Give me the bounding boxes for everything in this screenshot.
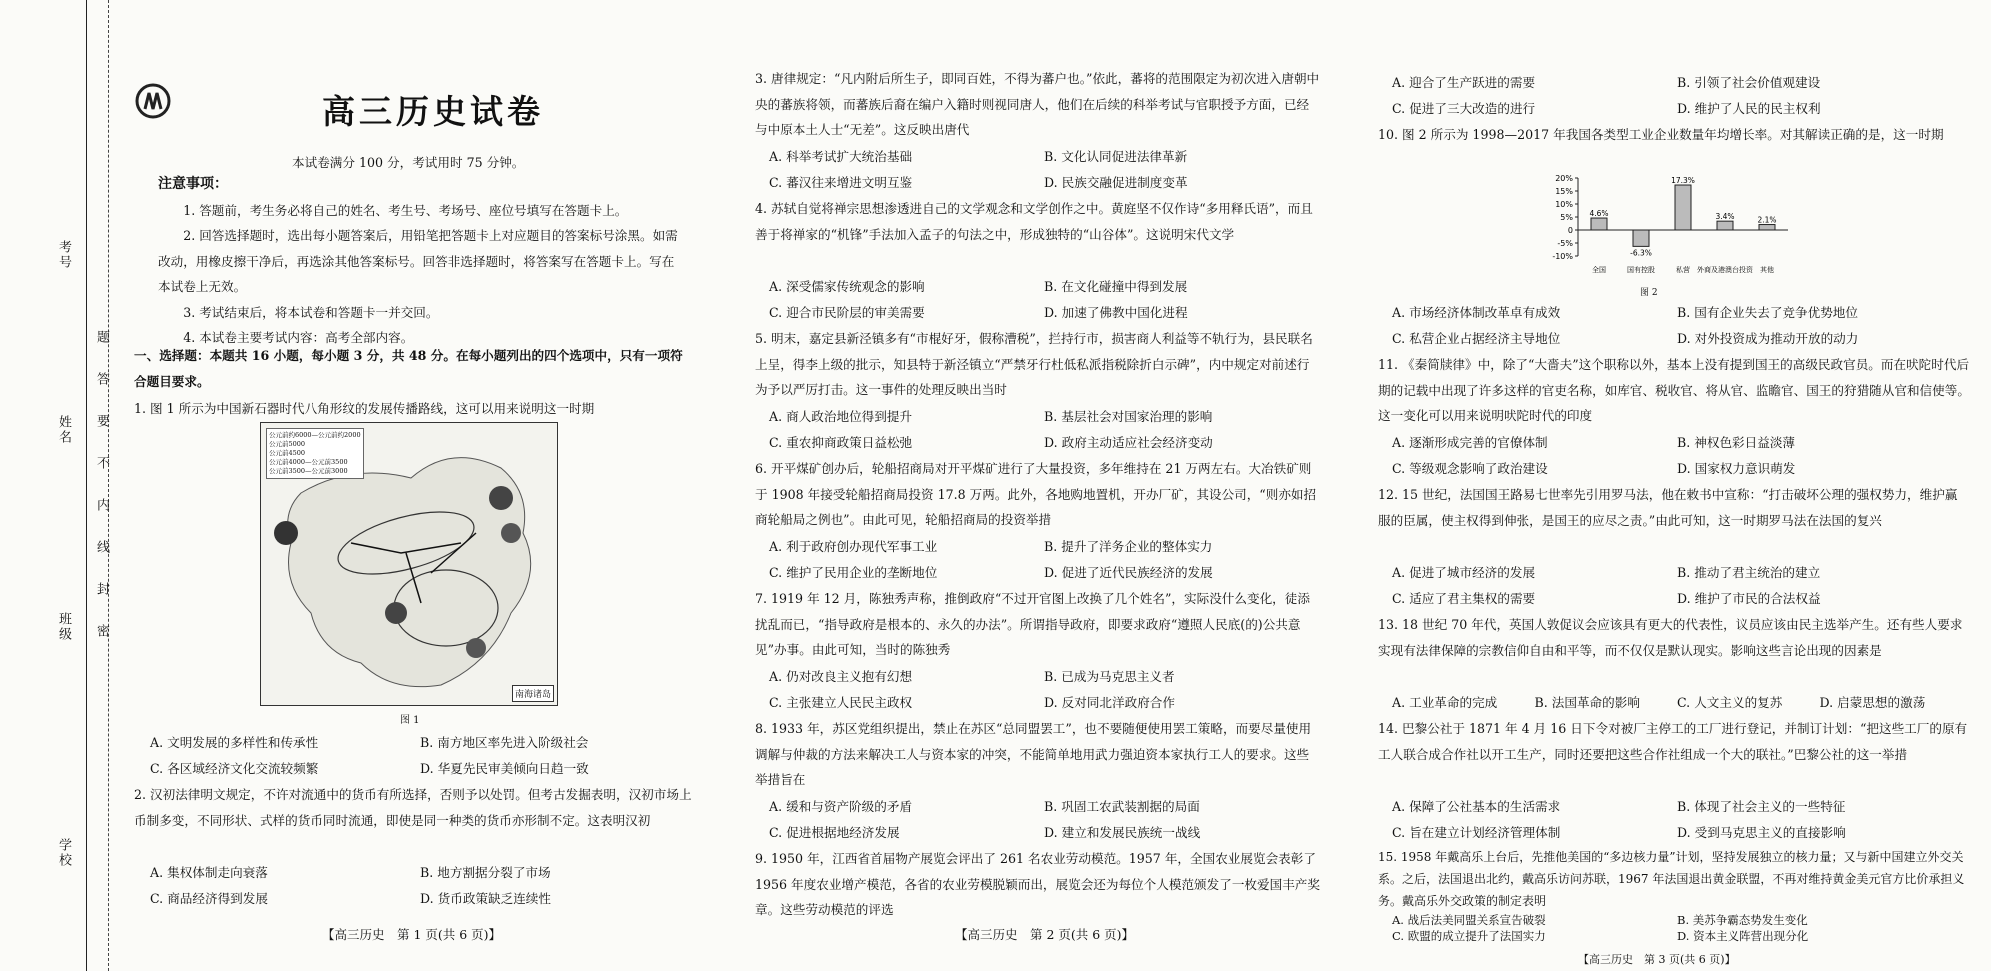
- option[interactable]: C. 蕃汉往来增进文明互鉴: [769, 174, 913, 190]
- bar: [1759, 225, 1775, 230]
- option[interactable]: B. 引领了社会价值观建设: [1677, 75, 1821, 90]
- bar: [1717, 221, 1733, 230]
- q1-stem: 1. 图 1 所示为中国新石器时代八角形纹的发展传播路线，这可以用来说明这一时期: [134, 401, 595, 416]
- seal-char: 不: [94, 456, 109, 471]
- notes: [158, 172, 686, 351]
- option[interactable]: A. 仍对改良主义抱有幻想: [769, 669, 913, 684]
- legend-item: 公元前约6000—公元前约2000: [269, 431, 361, 439]
- option[interactable]: C. 促进根据地经济发展: [769, 824, 900, 840]
- page-1: [132, 0, 700, 971]
- option[interactable]: B. 国有企业失去了竞争优势地位: [1677, 305, 1858, 320]
- q9-options: [1392, 70, 1962, 121]
- legend-item: 公元前4000—公元前3500: [269, 458, 348, 466]
- page-footer: 【高三历史 第 3 页(共 6 页)】: [1578, 953, 1736, 966]
- figure-1-map: [260, 422, 558, 706]
- option[interactable]: D. 启蒙思想的激荡: [1819, 695, 1926, 710]
- option[interactable]: B. 文化认同促进法律革新: [1044, 149, 1188, 164]
- option[interactable]: D. 国家权力意识萌发: [1677, 460, 1796, 476]
- seal-char: 题: [94, 330, 109, 345]
- figure-2-caption: 图 2: [1640, 288, 1658, 298]
- category-label: 私营: [1676, 266, 1690, 274]
- page-3: [1378, 0, 1978, 971]
- q5-stem: 5. 明末，嘉定县新泾镇多有“市棍好牙，假称漕税”，拦持行市，损害商人利益等不轨行为，县民联名上呈，得李上级的批示，知县特于新泾镇立“严禁牙行杜低私派指税除折白示碑”，内中规定对前述行为予以严厉打击。这一事件的处理反映出当时: [755, 331, 1313, 397]
- q6-options: [769, 534, 1319, 585]
- option[interactable]: C. 商品经济得到发展: [150, 890, 268, 906]
- map-inset-label: 南海诸岛: [512, 685, 554, 702]
- option[interactable]: B. 神权色彩日益淡薄: [1677, 435, 1796, 450]
- note-item: 4. 本试卷主要考试内容：高考全部内容。: [183, 330, 414, 345]
- option[interactable]: B. 推动了君主统治的建立: [1677, 565, 1821, 580]
- option[interactable]: B. 在文化碰撞中得到发展: [1044, 279, 1188, 294]
- bar: [1633, 230, 1649, 246]
- figure-2-chart: [1538, 170, 1798, 290]
- bar-data-label: 3.4%: [1715, 212, 1735, 222]
- option[interactable]: A. 迎合了生产跃进的需要: [1392, 75, 1536, 90]
- y-tick-label: 15%: [1555, 187, 1573, 196]
- category-label: 全国: [1592, 266, 1606, 274]
- q1-options: [150, 730, 690, 781]
- figure-1-caption: 图 1: [400, 715, 420, 726]
- y-tick-label: 10%: [1555, 200, 1573, 209]
- q9-stem: 9. 1950 年，江西省首届物产展览会评出了 261 名农业劳动模范。1957 年，全国农业展览会表彰了 1956 年度农业增产模范，各省的农业劳模脱颖而出，展览会还为每位个人模范颁发了一枚爱国丰产奖章。这些劳动模范的评选: [755, 851, 1320, 917]
- option[interactable]: A. 工业革命的完成: [1392, 695, 1498, 710]
- category-label: 外商及港澳台投资: [1697, 266, 1753, 274]
- option[interactable]: C. 私营企业占据经济主导地位: [1392, 330, 1561, 346]
- q6-stem: 6. 开平煤矿创办后，轮船招商局对开平煤矿进行了大量投资，多年维持在 21 万两左右。大冶铁矿则于 1908 年接受轮船招商局投资 17.8 万两。此外，各地购地置机，开办厂矿，其设公司，“则亦如招商轮船局之例也”。由此可见，轮船招商局的投资举措: [755, 461, 1317, 527]
- page-footer: 【高三历史 第 2 页(共 6 页)】: [955, 927, 1135, 942]
- notes-heading: 注意事项：: [158, 176, 228, 192]
- q15-options: [1392, 912, 1962, 944]
- option[interactable]: A. 利于政府创办现代军事工业: [769, 539, 938, 554]
- option[interactable]: D. 反对同北洋政府合作: [1044, 694, 1175, 710]
- option[interactable]: D. 促进了近代民族经济的发展: [1044, 564, 1213, 580]
- q12-options: [1392, 560, 1962, 611]
- page-footer: 【高三历史 第 1 页(共 6 页)】: [322, 927, 502, 942]
- bar-data-label: 4.6%: [1589, 209, 1609, 219]
- q11-stem: 11. 《秦简牍律》中，除了“大嗇夫”这个职称以外，基本上没有提到国王的高级民政官员。而在吠陀时代后期的记载中出现了许多这样的官吏名称，如库官、税收官、将从官、监瞻官、国王的狩猎随从官和信使等。这一变化可以用来说明吠陀时代的印度: [1378, 357, 1970, 423]
- option[interactable]: D. 维护了市民的合法权益: [1677, 590, 1821, 606]
- note-item: 1. 答题前，考生务必将自己的姓名、考生号、考场号、座位号填写在答题卡上。: [183, 202, 628, 218]
- option[interactable]: D. 资本主义阵营出现分化: [1677, 929, 1809, 943]
- option[interactable]: C. 重农抑商政策日益松弛: [769, 434, 913, 450]
- q7-stem: 7. 1919 年 12 月，陈独秀声称，推倒政府“不过开官图上改换了几个姓名”，实际没什么变化，徒添扰乱而已，“指导政府是根本的、永久的办法”。所谓指导政府，即要求政府“遵照人民底(的)公共意见”办事。由此可知，当时的陈独秀: [755, 591, 1310, 657]
- option[interactable]: D. 加速了佛教中国化进程: [1044, 304, 1188, 320]
- label-class: 班级: [56, 612, 71, 642]
- option[interactable]: B. 法国革命的影响: [1534, 695, 1640, 710]
- category-label: 其他: [1760, 266, 1774, 274]
- q13-stem: 13. 18 世纪 70 年代，英国人敦促议会应该具有更大的代表性，议员应该由民主选举产生。还有些人要求实现有法律保障的宗教信仰自由和平等，而不仅仅是默认现实。影响这些言论出现的因素是: [1378, 617, 1963, 658]
- option[interactable]: C. 维护了民用企业的垄断地位: [769, 564, 938, 580]
- q4-options: [769, 274, 1319, 325]
- q10-stem: 10. 图 2 所示为 1998—2017 年我国各类型工业企业数量年均增长率。对其解读正确的是，这一时期: [1378, 127, 1944, 142]
- option[interactable]: C. 等级观念影响了政治建设: [1392, 460, 1548, 476]
- q4-stem: 4. 苏轼自觉将禅宗思想渗透进自己的文学观念和文学创作之中。黄庭坚不仅作诗“多用释氏语”，而且善于将禅家的“机锋”手法加入孟子的句法之中，形成独特的“山谷体”。这说明宋代文学: [755, 201, 1313, 242]
- y-tick-label: 20%: [1555, 174, 1573, 183]
- seal-char: 答: [94, 372, 109, 387]
- option[interactable]: A. 商人政治地位得到提升: [769, 409, 913, 424]
- option[interactable]: C. 迎合市民阶层的审美需要: [769, 304, 925, 320]
- option[interactable]: D. 货币政策缺乏连续性: [420, 890, 551, 906]
- option[interactable]: A. 科举考试扩大统治基础: [769, 149, 913, 164]
- publisher-logo: [134, 82, 172, 120]
- option[interactable]: A. 缓和与资产阶级的矛盾: [769, 799, 913, 814]
- option[interactable]: A. 保障了公社基本的生活需求: [1392, 799, 1561, 814]
- option[interactable]: B. 美苏争霸态势发生变化: [1677, 913, 1808, 927]
- option[interactable]: D. 对外投资成为推动开放的动力: [1677, 330, 1859, 346]
- option[interactable]: C. 各区域经济文化交流较频繁: [150, 760, 319, 776]
- option[interactable]: B. 提升了洋务企业的整体实力: [1044, 539, 1213, 554]
- q10-options: [1392, 300, 1962, 351]
- category-label: 国有控股: [1627, 266, 1655, 274]
- option[interactable]: C. 主张建立人民民主政权: [769, 694, 913, 710]
- seal-line: [108, 0, 109, 971]
- option[interactable]: C. 欧盟的成立提升了法国实力: [1392, 929, 1546, 943]
- option[interactable]: D. 华夏先民审美倾向日趋一致: [420, 760, 589, 776]
- label-exam-id: 考号: [56, 240, 71, 270]
- option[interactable]: B. 南方地区率先进入阶级社会: [420, 735, 589, 750]
- legend-item: 公元前5000: [269, 440, 306, 448]
- q13-options: [1392, 690, 1962, 716]
- option[interactable]: D. 维护了人民的民主权利: [1677, 100, 1821, 116]
- page-2: [755, 0, 1325, 971]
- q15-stem: 15. 1958 年戴高乐上台后，先推他美国的“多边核力量”计划，坚持发展独立的核力量；又与新中国建立外交关系。之后，法国退出北约，戴高乐访问苏联，1967 年法国退出黄金联盟，不再对维持黄金美元官方比价承担义务。戴高乐外交政策的制定表明: [1378, 850, 1965, 908]
- bar: [1675, 185, 1691, 230]
- q8-options: [769, 794, 1319, 845]
- seal-char: 要: [94, 414, 109, 429]
- label-school: 学校: [56, 838, 71, 868]
- option[interactable]: C. 促进了三大改造的进行: [1392, 100, 1536, 116]
- exam-info: 本试卷满分 100 分，考试用时 75 分钟。: [292, 155, 525, 170]
- bar: [1591, 218, 1607, 230]
- seal-char: 封: [94, 582, 109, 597]
- note-item: 2. 回答选择题时，选出每小题答案后，用铅笔把答题卡上对应题目的答案标号涂黑。如需改动，用橡皮擦干净后，再选涂其他答案标号。回答非选择题时，将答案写在答题卡上。写在本试卷上无效。: [158, 228, 678, 294]
- bar-data-label: 17.3%: [1671, 176, 1695, 186]
- option[interactable]: C. 人文主义的复苏: [1677, 695, 1783, 710]
- q12-stem: 12. 15 世纪，法国国王路易七世率先引用罗马法，他在敕书中宣称：“打击破坏公理的强权势力，维护赢服的臣属，使主权得到伸张，是国王的应尽之责。”由此可知，这一时期罗马法在法国的复兴: [1378, 487, 1958, 528]
- q2-options: [150, 860, 690, 911]
- option[interactable]: D. 政府主动适应社会经济变动: [1044, 434, 1213, 450]
- option[interactable]: B. 地方割据分裂了市场: [420, 865, 551, 880]
- y-tick-label: -5%: [1557, 239, 1573, 248]
- map-legend: [266, 428, 364, 479]
- legend-item: 公元前4500: [269, 449, 306, 457]
- y-tick-label: 5%: [1560, 213, 1573, 222]
- bar-data-label: -6.3%: [1630, 248, 1652, 258]
- option[interactable]: A. 战后法美同盟关系宣告破裂: [1392, 913, 1546, 927]
- option[interactable]: A. 市场经济体制改革卓有成效: [1392, 305, 1561, 320]
- label-name: 姓名: [56, 415, 71, 445]
- option[interactable]: C. 旨在建立计划经济管理体制: [1392, 824, 1561, 840]
- seal-char: 内: [94, 498, 109, 513]
- page-title: 高三历史试卷: [322, 92, 544, 131]
- q3-stem: 3. 唐律规定：“凡内附后所生子，即同百姓，不得为蕃户也。”依此，蕃将的范围限定为初次进入唐朝中央的蕃族将领，而蕃族后裔在编户入籍时则视同唐人，他们在后续的科举考试与官职授予方面，已经与中原本土人士“无差”。这反映出唐代: [755, 71, 1320, 137]
- q14-stem: 14. 巴黎公社于 1871 年 4 月 16 日下令对被厂主停工的工厂进行登记，并制订计划：“把这些工厂的原有工人联合成合作社以开工生产，同时还要把这些合作社组成一个大的联社。”巴黎公社的这一举措: [1378, 721, 1968, 762]
- option[interactable]: D. 民族交融促进制度变革: [1044, 174, 1188, 190]
- q3-options: [769, 144, 1319, 195]
- option[interactable]: A. 促进了城市经济的发展: [1392, 565, 1536, 580]
- option[interactable]: C. 适应了君主集权的需要: [1392, 590, 1536, 606]
- option[interactable]: B. 巩固工农武装割据的局面: [1044, 799, 1200, 814]
- q7-options: [769, 664, 1319, 715]
- q14-options: [1392, 794, 1962, 845]
- y-tick-label: 0: [1567, 226, 1573, 235]
- margin-line: [86, 0, 87, 971]
- option[interactable]: D. 受到马克思主义的直接影响: [1677, 824, 1846, 840]
- q11-options: [1392, 430, 1962, 481]
- q5-options: [769, 404, 1319, 455]
- seal-char: 密: [94, 624, 109, 639]
- legend-item: 公元前3500—公元前3000: [269, 467, 348, 475]
- binding-margin: [0, 0, 128, 971]
- option[interactable]: A. 逐渐形成完善的官僚体制: [1392, 435, 1548, 450]
- option[interactable]: D. 建立和发展民族统一战线: [1044, 824, 1201, 840]
- option[interactable]: A. 文明发展的多样性和传承性: [150, 735, 319, 750]
- note-item: 3. 考试结束后，将本试卷和答题卡一并交回。: [183, 304, 439, 320]
- option[interactable]: B. 已成为马克思主义者: [1044, 669, 1175, 684]
- q8-stem: 8. 1933 年，苏区党组织提出，禁止在苏区“总同盟罢工”，也不要随便使用罢工策略，而要尽量使用调解与仲裁的方法来解决工人与资本家的冲突，不能简单地用武力强迫资本家执行工人的要求。这些举措旨在: [755, 721, 1312, 787]
- bar-data-label: 2.1%: [1757, 215, 1777, 225]
- option[interactable]: A. 集权体制走向衰落: [150, 865, 268, 880]
- seal-char: 线: [94, 540, 109, 555]
- option[interactable]: A. 深受儒家传统观念的影响: [769, 279, 925, 294]
- q2-stem: 2. 汉初法律明文规定，不许对流通中的货币有所选择，否则予以处罚。但考古发掘表明，汉初市场上币制多变，不同形状、式样的货币同时流通，即使是同一种类的货币亦形制不定。这表明汉初: [134, 787, 692, 828]
- section-heading: 一、选择题：本题共 16 小题，每小题 3 分，共 48 分。在每小题列出的四个选项中，只有一项符合题目要求。: [134, 348, 683, 389]
- y-tick-label: -10%: [1552, 252, 1573, 261]
- option[interactable]: B. 基层社会对国家治理的影响: [1044, 409, 1213, 424]
- option[interactable]: B. 体现了社会主义的一些特征: [1677, 799, 1846, 814]
